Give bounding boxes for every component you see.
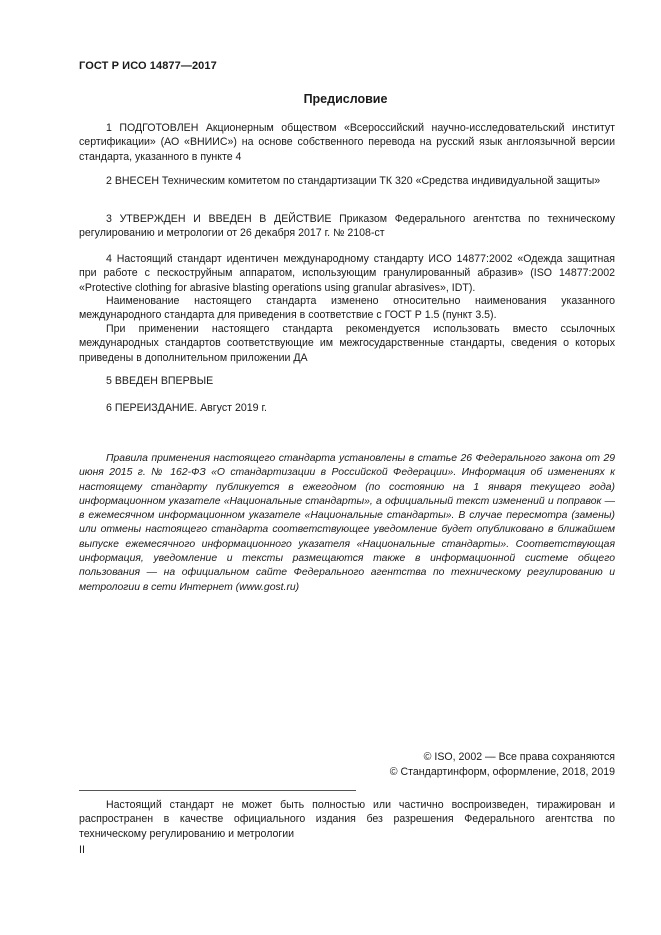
- item-3-approved: 3 УТВЕРЖДЕН И ВВЕДЕН В ДЕЙСТВИЕ Приказом Федерального агентства по техническому регулированию и метрологии от 26 декабря 2017 г. № 2108-ст: [79, 213, 615, 240]
- application-rules-notice: Правила применения настоящего стандарта установлены в статье 26 Федерального закона от 29 июня 2015 г. № 162-ФЗ «О стандартизации в Российской Федерации». Информация об изменениях к настоящему стандарту публикуется в ежегодном (по состоянию на 1 января текущего года) информационном указателе «Национальные стандарты», а официальный текст изменений и поправок — в ежемесячном информационном указателе «Национальные стандарты». В случае пересмотра (замены) или отмены настоящего стандарта соответствующее уведомление будет опубликовано в ближайшем выпуске ежемесячного информационного указателя «Национальные стандарты». Соответствующая информация, уведомление и тексты размещаются также в информационной системе общего пользования — на официальном сайте Федерального агентства по техническому регулированию и метрологии в сети Интернет (www.gost.ru): [79, 453, 615, 593]
- iso-copyright: © ISO, 2002 — Все права сохраняются: [423, 751, 615, 763]
- page-number: II: [79, 844, 85, 856]
- item-4-identical-standard: 4 Настоящий стандарт идентичен международному стандарту ИСО 14877:2002 «Одежда защитная при работе с пескоструйным аппаратом, использующим гранулированный абразив» (ISO 14877:2002 «Protective clothing for abrasive blasting operations using granular abrasives», IDT).: [79, 253, 615, 294]
- item-4-name-change: Наименование настоящего стандарта изменено относительно наименования указанного международного стандарта для приведения в соответствие с ГОСТ Р 1.5 (пункт 3.5).: [79, 295, 615, 322]
- reproduction-restriction-note: Настоящий стандарт не может быть полностью или частично воспроизведен, тиражирован и распространен в качестве официального издания без разрешения Федерального агентства по техническому регулированию и метрологии: [79, 799, 615, 840]
- standard-code-header: ГОСТ Р ИСО 14877—2017: [79, 60, 217, 72]
- item-1-prepared-by: 1 ПОДГОТОВЛЕН Акционерным обществом «Всероссийский научно-исследовательский институт сертификации» (АО «ВНИИС») на основе собственного перевода на русский язык англоязычной версии стандарта, указанного в пункте 4: [79, 122, 615, 163]
- item-5-introduced-first: 5 ВВЕДЕН ВПЕРВЫЕ: [106, 375, 214, 387]
- item-4-references: При применении настоящего стандарта рекомендуется использовать вместо ссылочных международных стандартов соответствующие им межгосударственные стандарты, сведения о которых приведены в дополнительном приложении ДА: [79, 323, 615, 364]
- page-title: [0, 92, 661, 106]
- page-title-text: Предисловие: [303, 92, 388, 106]
- footer-divider: [79, 790, 356, 791]
- standartinform-copyright: © Стандартинформ, оформление, 2018, 2019: [389, 766, 615, 778]
- item-2-introduced-by: 2 ВНЕСЕН Техническим комитетом по стандартизации ТК 320 «Средства индивидуальной защиты»: [106, 175, 601, 187]
- item-6-reissue: 6 ПЕРЕИЗДАНИЕ. Август 2019 г.: [106, 402, 267, 414]
